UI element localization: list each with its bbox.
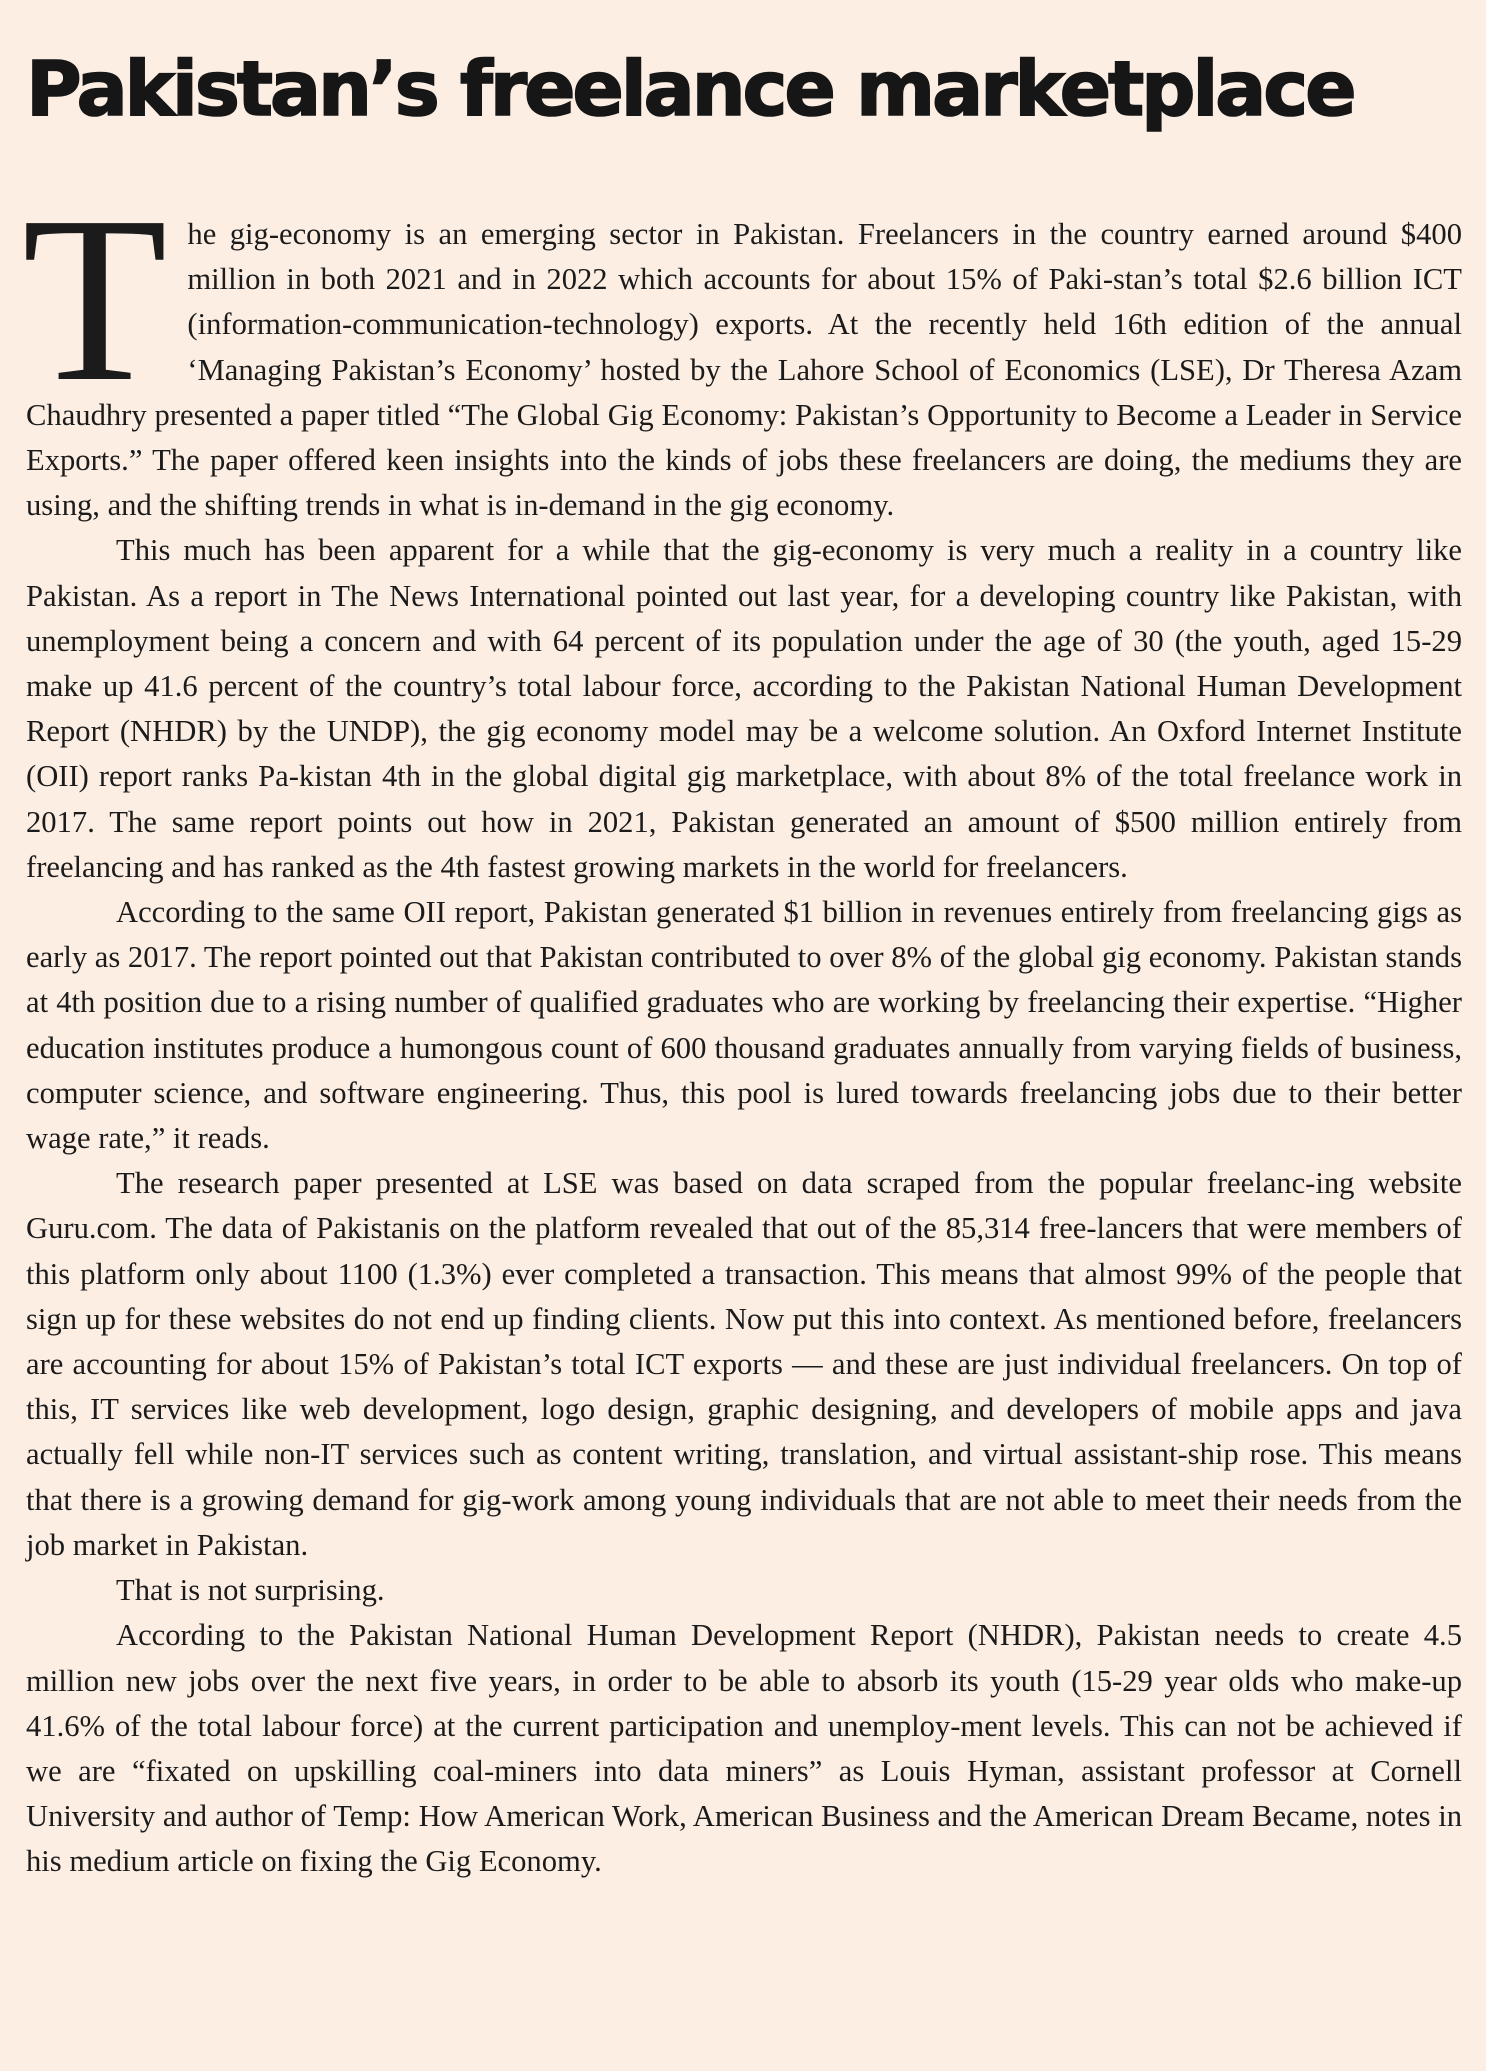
article-paragraph — [22, 168, 1462, 528]
paragraph-text: he gig-economy is an emerging sector in Pakistan. Freelancers in the country earned around $400 million in both 2021 and in 2022 which accounts for about 15% of Paki-stan’s total $2.6 billion ICT (information-communication-technology) exports. At the recently held 16th edition of the annual ‘Managing Pakistan’s Economy’ hosted by the Lahore School of Economics (LSE), Dr Theresa Azam Chaudhry presented a paper titled “The Global Gig Economy: Pakistan’s Opportunity to Become a Leader in Service Exports.” The paper offered keen insights into the kinds of jobs these freelancers are doing, the mediums they are using, and the shifting trends in what is in-demand in the gig economy. — [26, 217, 1462, 523]
article-paragraph: According to the same OII report, Pakistan generated $1 billion in revenues entirely from freelancing gigs as early as 2017. The report pointed out that Pakistan contributed to over 8% of the global gig economy. Pakistan stands at 4th position due to a rising number of qualified graduates who are working by freelancing their expertise. “Higher education institutes produce a humongous count of 600 thousand graduates annually from varying fields of business, computer science, and software engineering. Thus, this pool is lured towards freelancing jobs due to their better wage rate,” it reads. — [26, 895, 1462, 1156]
article-paragraph: That is not surprising. — [116, 1573, 385, 1608]
article-headline: Pakistan’s freelance marketplace — [26, 44, 1354, 133]
drop-cap: T — [22, 168, 168, 431]
article-paragraph: This much has been apparent for a while that the gig-economy is very much a reality in a country like Pakistan. As a report in The News International pointed out last year, for a developing country like Pakistan, with unemployment being a concern and with 64 percent of its population under the age of 30 (the youth, aged 15-29 make up 41.6 percent of the country’s total labour force, according to the Pakistan National Human Development Report (NHDR) by the UNDP), the gig economy model may be a welcome solution. An Oxford Internet Institute (OII) report ranks Pa-kistan 4th in the global digital gig marketplace, with about 8% of the total freelance work in 2017. The same report points out how in 2021, Pakistan generated an amount of $500 million entirely from freelancing and has ranked as the 4th fastest growing markets in the world for freelancers. — [26, 533, 1462, 884]
article-paragraph: The research paper presented at LSE was based on data scraped from the popular freelanc-ing website Guru.com. The data of Pakistanis on the platform revealed that out of the 85,314 free-lancers that were members of this platform only about 1100 (1.3%) ever completed a transaction. This means that almost 99% of the people that sign up for these websites do not end up finding clients. Now put this into context. As mentioned before, freelancers are accounting for about 15% of Pakistan’s total ICT exports — and these are just individual freelancers. On top of this, IT services like web development, logo design, graphic designing, and developers of mobile apps and java actually fell while non-IT services such as content writing, translation, and virtual assistant-ship rose. This means that there is a growing demand for gig-work among young individuals that are not able to meet their needs from the job market in Pakistan. — [26, 1166, 1462, 1562]
article-paragraph: According to the Pakistan National Human Development Report (NHDR), Pakistan needs to create 4.5 million new jobs over the next five years, in order to be able to absorb its youth (15-29 year olds who make-up 41.6% of the total labour force) at the current participation and unemploy-ment levels. This can not be achieved if we are “fixated on upskilling coal-miners into data miners” as Louis Hyman, assistant professor at Cornell University and author of Temp: How American Work, American Business and the American Dream Became, notes in his medium article on fixing the Gig Economy. — [26, 1618, 1462, 1879]
article-body — [22, 168, 1462, 1885]
